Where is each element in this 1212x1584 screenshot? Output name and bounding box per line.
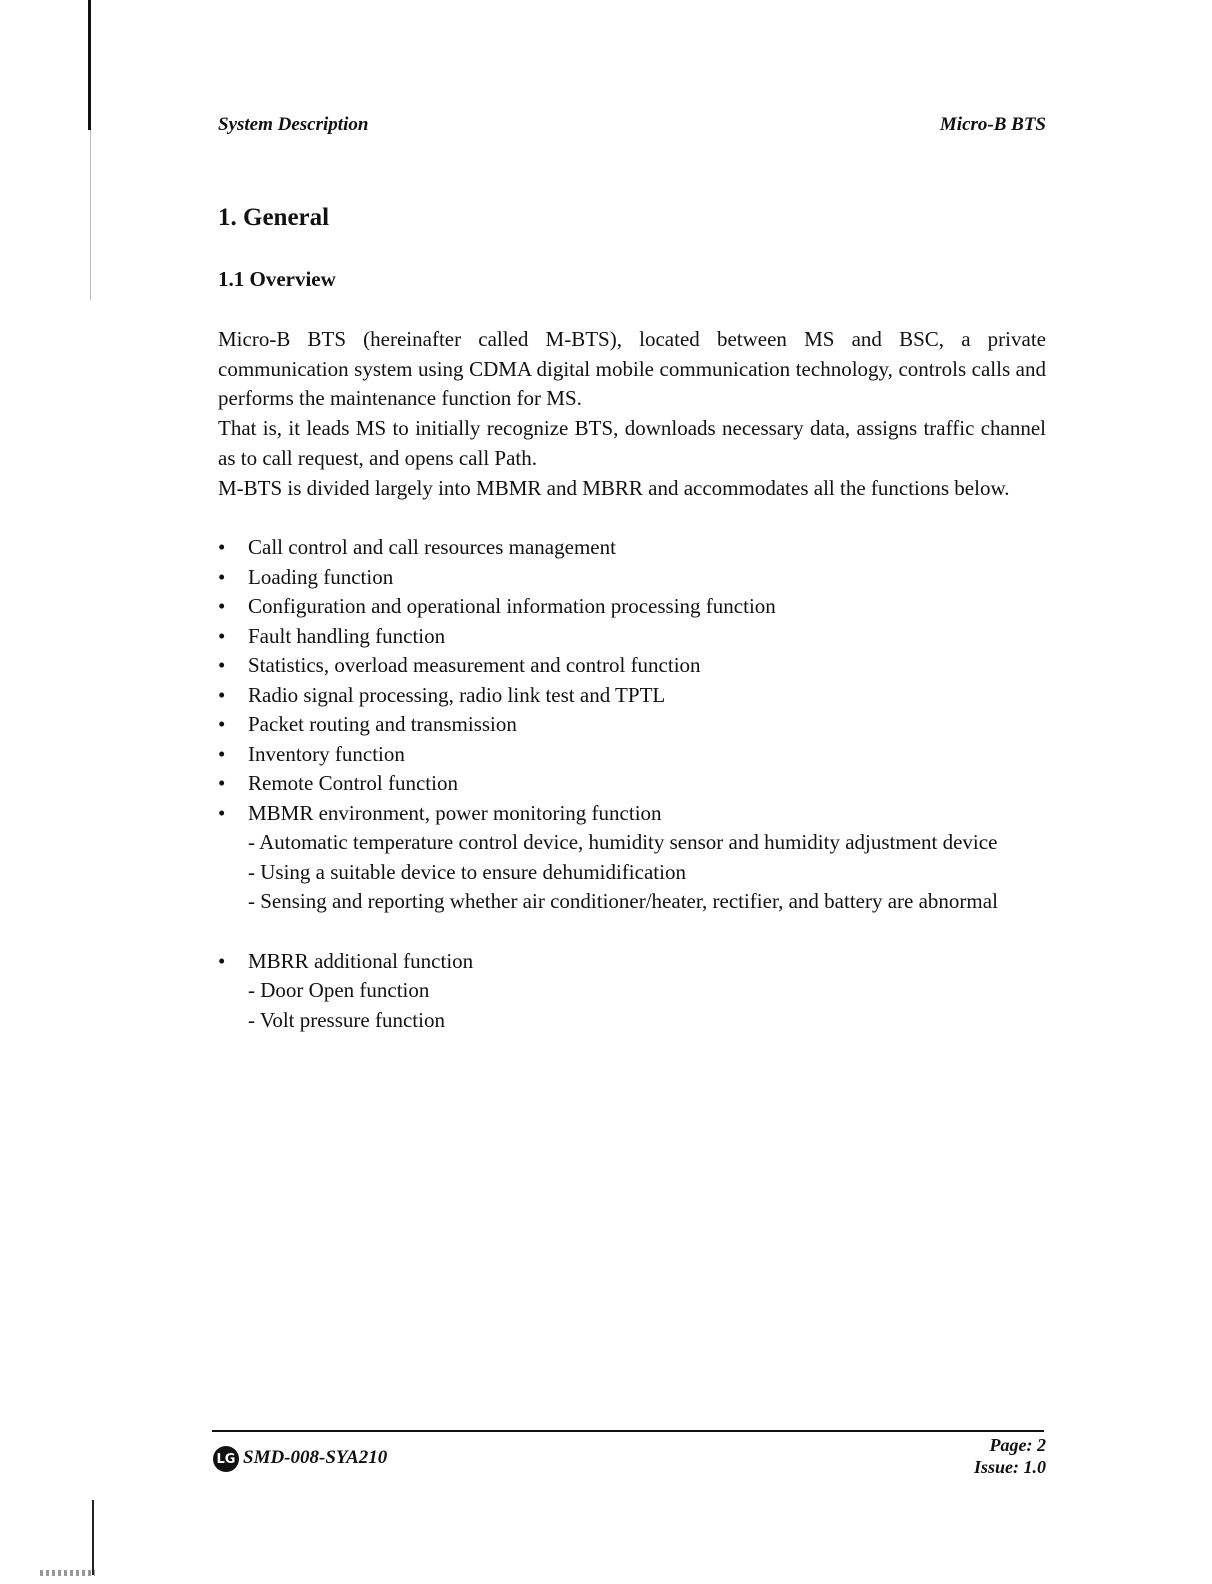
section-title: 1. General	[218, 204, 330, 231]
list-item: • Packet routing and transmission	[218, 710, 1058, 740]
bullet-icon: •	[218, 712, 226, 736]
bullet-icon: •	[218, 564, 226, 589]
sub-item: - Door Open function	[248, 978, 430, 1002]
scan-smudge	[40, 1570, 95, 1576]
bullet-icon: •	[218, 682, 226, 707]
sub-item: - Sensing and reporting whether air conditioner/heater, rectifier, and battery are abnormal	[248, 889, 998, 913]
sub-item: - Automatic temperature control device, humidity sensor and humidity adjustment device	[248, 830, 998, 854]
list-item: • Configuration and operational information processing function	[218, 592, 1058, 622]
document-id: SMD-008-SYA210	[243, 1447, 388, 1468]
page-info	[974, 1434, 1046, 1478]
scan-edge-mark	[88, 0, 91, 130]
bullet-icon: •	[218, 623, 226, 648]
list-item: • MBMR environment, power monitoring function - Automatic temperature control device, humidity sensor and humidity adjustment device - Using a suitable device to ensure dehumidification - Sensing and reporting whether air conditioner/heater, rectifier, and battery are abnormal	[218, 799, 1058, 917]
issue-number: Issue: 1.0	[973, 1457, 1046, 1477]
footer-divider	[212, 1430, 1044, 1432]
section-subtitle: 1.1 Overview	[218, 267, 336, 291]
list-item: • MBRR additional function - Door Open function - Volt pressure function	[218, 947, 1058, 1036]
list-item: • Call control and call resources management	[218, 533, 1058, 563]
list-item: • Remote Control function	[218, 769, 1058, 799]
bullet-icon: •	[218, 741, 226, 766]
bullet-icon: •	[218, 594, 226, 618]
page-number: Page: 2	[989, 1435, 1046, 1455]
list-item: • Fault handling function	[218, 622, 1058, 652]
function-list	[218, 533, 1058, 1035]
bullet-icon: •	[218, 948, 226, 973]
sub-item: - Volt pressure function	[248, 1007, 445, 1032]
header-left: System Description	[218, 114, 369, 135]
bullet-icon: •	[218, 771, 226, 795]
paragraph: That is, it leads MS to initially recognize BTS, downloads necessary data, assigns traffic channel as to call request, and opens call Path.	[218, 416, 1046, 470]
scan-edge-mark	[90, 130, 91, 300]
list-item: • Inventory function	[218, 740, 1058, 770]
sub-item: - Using a suitable device to ensure dehumidification	[248, 859, 686, 884]
header-right: Micro-B BTS	[939, 114, 1046, 135]
scan-edge-mark	[92, 1500, 94, 1575]
bullet-icon: •	[218, 535, 226, 559]
paragraph: Micro-B BTS (hereinafter called M-BTS), located between MS and BSC, a private communication system using CDMA digital mobile communication technology, controls calls and performs the maintenance function for MS.	[218, 327, 1046, 411]
paragraph: M-BTS is divided largely into MBMR and MBRR and accommodates all the functions below.	[218, 475, 1010, 500]
list-spacer	[218, 917, 1058, 947]
bullet-icon: •	[218, 653, 226, 677]
overview-text	[218, 325, 1046, 503]
list-item: • Loading function	[218, 563, 1058, 593]
bullet-icon: •	[218, 800, 226, 825]
lg-logo-icon: LG	[213, 1446, 239, 1472]
list-item: • Radio signal processing, radio link test and TPTL	[218, 681, 1058, 711]
list-item: • Statistics, overload measurement and control function	[218, 651, 1058, 681]
